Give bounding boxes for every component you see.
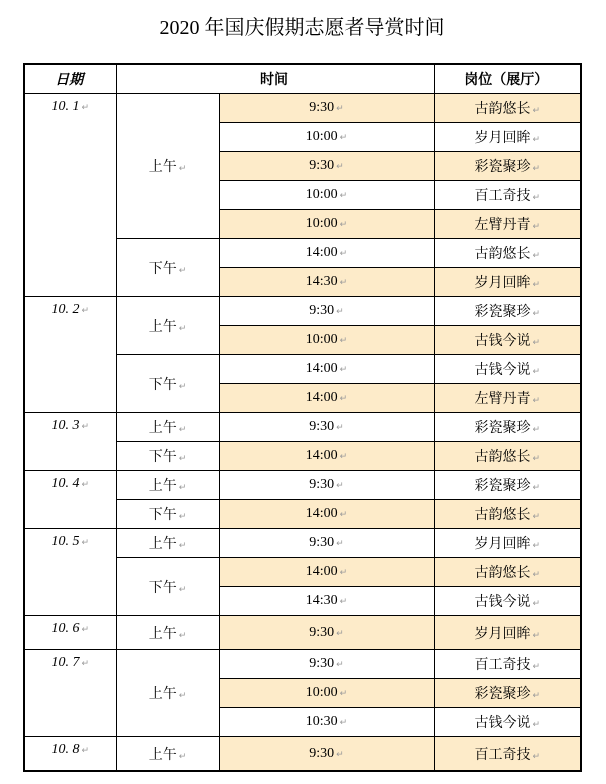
time-cell-text: 14:00 — [305, 361, 338, 376]
hall-cell — [434, 94, 581, 123]
hall-cell-text: 岁月回眸 — [474, 131, 531, 146]
hall-cell — [434, 413, 581, 442]
time-cell-text: 9:30 — [309, 624, 335, 640]
hall-cell-text: 左臂丹青 — [474, 392, 531, 407]
paragraph-mark: ↵ — [532, 570, 541, 580]
time-cell-text: 9:30 — [309, 303, 335, 318]
hall-cell-text: 古韵悠长 — [474, 102, 531, 117]
time-cell-text: 14:00 — [305, 564, 338, 579]
paragraph-mark: ↵ — [339, 249, 348, 259]
period-cell — [116, 616, 219, 650]
header-time-label: 时间 — [260, 73, 288, 88]
schedule-row — [24, 650, 581, 679]
time-cell — [219, 587, 434, 616]
hall-cell — [434, 708, 581, 737]
time-cell — [219, 297, 434, 326]
header-hall-label: 岗位（展厅） — [464, 73, 549, 88]
hall-cell — [434, 384, 581, 413]
time-cell-text: 14:00 — [305, 390, 338, 405]
time-cell — [219, 616, 434, 650]
hall-cell-text: 古钱今说 — [474, 363, 531, 378]
time-cell-text: 14:00 — [305, 506, 338, 521]
hall-cell-text: 古钱今说 — [474, 716, 531, 731]
paragraph-mark: ↵ — [532, 454, 541, 464]
paragraph-mark: ↵ — [178, 454, 187, 464]
paragraph-mark: ↵ — [532, 720, 541, 730]
header-date-label: 日期 — [55, 73, 84, 88]
time-cell-text: 9:30 — [309, 100, 335, 115]
time-cell — [219, 94, 434, 123]
paragraph-mark: ↵ — [81, 538, 90, 548]
hall-cell-text: 百工奇技 — [474, 189, 531, 204]
schedule-table — [23, 63, 582, 772]
paragraph-mark: ↵ — [81, 625, 90, 635]
time-cell — [219, 326, 434, 355]
paragraph-mark: ↵ — [336, 423, 344, 433]
hall-cell — [434, 587, 581, 616]
time-cell — [219, 442, 434, 471]
hall-cell — [434, 123, 581, 152]
hall-cell — [434, 737, 581, 772]
time-cell-text: 9:30 — [309, 745, 335, 761]
time-cell-text: 9:30 — [309, 477, 335, 492]
date-cell — [24, 94, 116, 297]
period-cell — [116, 297, 219, 355]
period-cell — [116, 471, 219, 500]
period-cell — [116, 442, 219, 471]
paragraph-mark: ↵ — [81, 103, 90, 113]
hall-cell-text: 岁月回眸 — [474, 537, 531, 552]
paragraph-mark: ↵ — [178, 381, 187, 392]
hall-cell-text: 百工奇技 — [474, 747, 531, 763]
paragraph-mark: ↵ — [178, 512, 187, 522]
hall-cell — [434, 210, 581, 239]
time-cell-text: 14:00 — [305, 245, 338, 260]
paragraph-mark: ↵ — [178, 323, 187, 334]
paragraph-mark: ↵ — [336, 481, 344, 491]
hall-cell-text: 彩瓷聚珍 — [474, 305, 531, 320]
paragraph-mark: ↵ — [178, 584, 187, 595]
paragraph-mark: ↵ — [336, 539, 344, 549]
period-cell — [116, 558, 219, 616]
paragraph-mark: ↵ — [532, 251, 541, 261]
paragraph-mark: ↵ — [339, 568, 348, 578]
period-cell — [116, 239, 219, 297]
paragraph-mark: ↵ — [532, 599, 541, 609]
period-cell — [116, 413, 219, 442]
hall-cell-text: 古韵悠长 — [474, 508, 531, 523]
paragraph-mark: ↵ — [81, 306, 90, 316]
hall-cell — [434, 355, 581, 384]
paragraph-mark: ↵ — [532, 106, 541, 116]
time-cell — [219, 210, 434, 239]
paragraph-mark: ↵ — [532, 751, 541, 762]
time-cell — [219, 268, 434, 297]
paragraph-mark: ↵ — [336, 307, 344, 317]
period-cell-text: 下午 — [148, 580, 177, 596]
paragraph-mark: ↵ — [532, 662, 541, 672]
hall-cell — [434, 297, 581, 326]
paragraph-mark: ↵ — [81, 659, 90, 669]
paragraph-mark: ↵ — [339, 191, 348, 201]
page-title — [0, 0, 606, 46]
hall-cell — [434, 471, 581, 500]
time-cell-text: 10:00 — [305, 187, 338, 202]
time-cell — [219, 413, 434, 442]
schedule-row — [24, 413, 581, 442]
date-cell-text: 10. 4 — [51, 476, 80, 491]
date-cell — [24, 471, 116, 529]
period-cell-text: 下午 — [148, 261, 177, 277]
time-cell-text: 10:30 — [305, 714, 338, 729]
paragraph-mark: ↵ — [532, 164, 541, 174]
schedule-row — [24, 94, 581, 123]
paragraph-mark: ↵ — [336, 660, 344, 670]
hall-cell-text: 左臂丹青 — [474, 218, 531, 233]
time-cell — [219, 384, 434, 413]
time-cell — [219, 152, 434, 181]
hall-cell — [434, 500, 581, 529]
time-cell — [219, 650, 434, 679]
date-cell — [24, 529, 116, 616]
paragraph-mark: ↵ — [532, 512, 541, 522]
hall-cell-text: 古韵悠长 — [474, 450, 531, 465]
time-cell-text: 14:00 — [305, 448, 338, 463]
hall-cell — [434, 326, 581, 355]
paragraph-mark: ↵ — [339, 220, 348, 230]
time-cell — [219, 500, 434, 529]
schedule-row — [24, 616, 581, 650]
paragraph-mark: ↵ — [336, 104, 344, 114]
period-cell — [116, 355, 219, 413]
hall-cell — [434, 650, 581, 679]
time-cell-text: 10:00 — [305, 129, 338, 144]
date-cell-text: 10. 8 — [51, 742, 80, 757]
hall-cell — [434, 268, 581, 297]
period-cell-text: 上午 — [148, 160, 177, 175]
period-cell — [116, 529, 219, 558]
date-cell-text: 10. 3 — [51, 418, 80, 433]
paragraph-mark: ↵ — [339, 365, 348, 375]
schedule-row — [24, 297, 581, 326]
time-cell-text: 9:30 — [309, 158, 335, 173]
hall-cell — [434, 442, 581, 471]
hall-cell-text: 百工奇技 — [474, 658, 531, 673]
paragraph-mark: ↵ — [339, 718, 348, 728]
schedule-body — [24, 94, 581, 772]
paragraph-mark: ↵ — [339, 336, 348, 346]
paragraph-mark: ↵ — [532, 135, 541, 145]
date-cell-text: 10. 2 — [51, 302, 80, 317]
paragraph-mark: ↵ — [532, 338, 541, 348]
time-cell — [219, 181, 434, 210]
hall-cell — [434, 181, 581, 210]
time-cell — [219, 123, 434, 152]
hall-cell — [434, 239, 581, 268]
paragraph-mark: ↵ — [339, 597, 348, 607]
paragraph-mark: ↵ — [81, 422, 90, 432]
period-cell — [116, 737, 219, 772]
paragraph-mark: ↵ — [81, 480, 90, 490]
header-time — [116, 64, 434, 94]
time-cell — [219, 737, 434, 772]
paragraph-mark: ↵ — [532, 280, 541, 290]
hall-cell — [434, 558, 581, 587]
paragraph-mark: ↵ — [178, 751, 187, 762]
paragraph-mark: ↵ — [339, 278, 348, 288]
time-cell-text: 9:30 — [309, 419, 335, 434]
hall-cell-text: 彩瓷聚珍 — [474, 160, 531, 175]
hall-cell — [434, 529, 581, 558]
paragraph-mark: ↵ — [178, 483, 187, 493]
time-cell-text: 14:30 — [305, 593, 338, 608]
time-cell-text: 10:00 — [305, 332, 338, 347]
paragraph-mark: ↵ — [339, 133, 348, 143]
paragraph-mark: ↵ — [532, 222, 541, 232]
paragraph-mark: ↵ — [532, 541, 541, 551]
time-cell-text: 10:00 — [305, 685, 338, 700]
hall-cell-text: 彩瓷聚珍 — [474, 687, 531, 702]
paragraph-mark: ↵ — [532, 309, 541, 319]
schedule-row — [24, 737, 581, 772]
hall-cell-text: 古韵悠长 — [474, 247, 531, 262]
page-title-text: 2020 年国庆假期志愿者导赏时间 — [159, 17, 445, 39]
paragraph-mark: ↵ — [178, 164, 187, 174]
paragraph-mark: ↵ — [336, 749, 344, 760]
paragraph-mark: ↵ — [532, 630, 541, 641]
header-hall — [434, 64, 581, 94]
date-cell — [24, 737, 116, 772]
hall-cell — [434, 679, 581, 708]
hall-cell — [434, 616, 581, 650]
paragraph-mark: ↵ — [532, 483, 541, 493]
hall-cell-text: 彩瓷聚珍 — [474, 479, 531, 494]
paragraph-mark: ↵ — [336, 628, 344, 639]
date-cell-text: 10. 7 — [51, 655, 80, 670]
paragraph-mark: ↵ — [532, 396, 541, 406]
paragraph-mark: ↵ — [339, 452, 348, 462]
date-cell-text: 10. 1 — [51, 99, 80, 114]
period-cell-text: 上午 — [148, 421, 177, 436]
period-cell-text: 上午 — [148, 687, 177, 702]
time-cell — [219, 679, 434, 708]
date-cell-text: 10. 6 — [51, 621, 80, 636]
paragraph-mark: ↵ — [178, 630, 187, 641]
paragraph-mark: ↵ — [178, 691, 187, 701]
period-cell-text: 下午 — [148, 508, 177, 523]
hall-cell-text: 古韵悠长 — [474, 566, 531, 581]
time-cell — [219, 355, 434, 384]
date-cell — [24, 616, 116, 650]
date-cell — [24, 297, 116, 413]
time-cell-text: 10:00 — [305, 216, 338, 231]
paragraph-mark: ↵ — [532, 193, 541, 203]
period-cell-text: 上午 — [148, 319, 177, 335]
hall-cell-text: 古钱今说 — [474, 595, 531, 610]
period-cell-text: 下午 — [148, 377, 177, 393]
time-cell-text: 14:30 — [305, 274, 338, 289]
paragraph-mark: ↵ — [336, 162, 344, 172]
hall-cell-text: 古钱今说 — [474, 334, 531, 349]
period-cell-text: 上午 — [148, 537, 177, 552]
time-cell — [219, 708, 434, 737]
paragraph-mark: ↵ — [81, 746, 90, 756]
paragraph-mark: ↵ — [339, 394, 348, 404]
period-cell — [116, 94, 219, 239]
time-cell — [219, 239, 434, 268]
paragraph-mark: ↵ — [532, 425, 541, 435]
schedule-row — [24, 529, 581, 558]
time-cell — [219, 558, 434, 587]
time-cell-text: 9:30 — [309, 656, 335, 671]
paragraph-mark: ↵ — [178, 265, 187, 276]
paragraph-mark: ↵ — [532, 691, 541, 701]
hall-cell-text: 岁月回眸 — [474, 626, 531, 642]
period-cell-text: 上午 — [148, 626, 177, 642]
time-cell — [219, 471, 434, 500]
paragraph-mark: ↵ — [178, 425, 187, 435]
paragraph-mark: ↵ — [339, 689, 348, 699]
period-cell-text: 下午 — [148, 450, 177, 465]
time-cell-text: 9:30 — [309, 535, 335, 550]
date-cell-text: 10. 5 — [51, 534, 80, 549]
hall-cell — [434, 152, 581, 181]
schedule-row — [24, 471, 581, 500]
paragraph-mark: ↵ — [339, 510, 348, 520]
header-row — [24, 64, 581, 94]
period-cell-text: 上午 — [148, 747, 177, 763]
paragraph-mark: ↵ — [178, 541, 187, 551]
header-date — [24, 64, 116, 94]
paragraph-mark: ↵ — [532, 367, 541, 377]
hall-cell-text: 彩瓷聚珍 — [474, 421, 531, 436]
period-cell — [116, 650, 219, 737]
date-cell — [24, 650, 116, 737]
period-cell — [116, 500, 219, 529]
period-cell-text: 上午 — [148, 479, 177, 494]
hall-cell-text: 岁月回眸 — [474, 276, 531, 291]
date-cell — [24, 413, 116, 471]
time-cell — [219, 529, 434, 558]
